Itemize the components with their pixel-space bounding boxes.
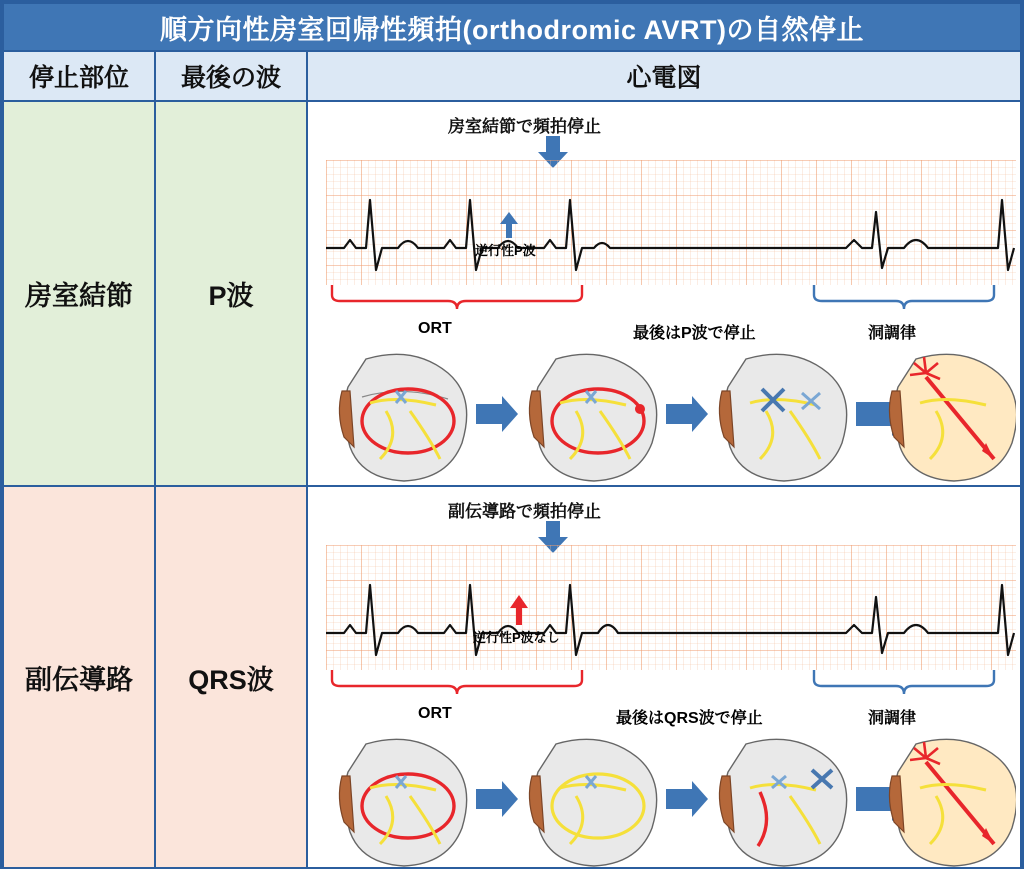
- label-last-beat: 最後はP波で停止: [633, 325, 756, 342]
- table-row: [4, 102, 1020, 487]
- table-row: [4, 487, 1020, 867]
- no-retrograde-p-arrow-icon: [510, 595, 530, 625]
- header-cell-site: 停止部位: [4, 52, 156, 100]
- label-ort: ORT: [418, 705, 452, 722]
- brace-group: [326, 670, 1016, 706]
- page-title: 順方向性房室回帰性頻拍(orthodromic AVRT)の自然停止: [4, 4, 1020, 52]
- header-cell-wave: 最後の波: [156, 52, 308, 100]
- retrograde-p-arrow-icon: [500, 212, 520, 238]
- label-no-retrograde-p: 逆行性P波なし: [473, 630, 560, 645]
- cell-ecg-row2: [308, 487, 1020, 867]
- heart-sequence-row2: [326, 731, 1016, 871]
- ecg-strip: [326, 160, 1016, 285]
- heart-sequence-row1: [326, 346, 1016, 486]
- table-header-row: [4, 52, 1020, 102]
- cell-wave: QRS波: [156, 487, 308, 867]
- label-retrograde-p: 逆行性P波: [475, 243, 536, 258]
- cell-wave: P波: [156, 102, 308, 485]
- label-sinus-rhythm: 洞調律: [868, 710, 917, 727]
- annotation-stop-site: 副伝導路で頻拍停止: [448, 502, 601, 521]
- annotation-stop-site: 房室結節で頻拍停止: [448, 117, 601, 136]
- cell-site: 房室結節: [4, 102, 156, 485]
- brace-group: [326, 285, 1016, 321]
- header-cell-ecg: 心電図: [626, 64, 702, 92]
- cell-site: 副伝導路: [4, 487, 156, 867]
- label-sinus-rhythm: 洞調律: [868, 325, 917, 342]
- label-ort: ORT: [418, 320, 452, 337]
- ecg-strip: [326, 545, 1016, 670]
- label-last-beat: 最後はQRS波で停止: [616, 710, 763, 727]
- cell-ecg-row1: [308, 102, 1020, 485]
